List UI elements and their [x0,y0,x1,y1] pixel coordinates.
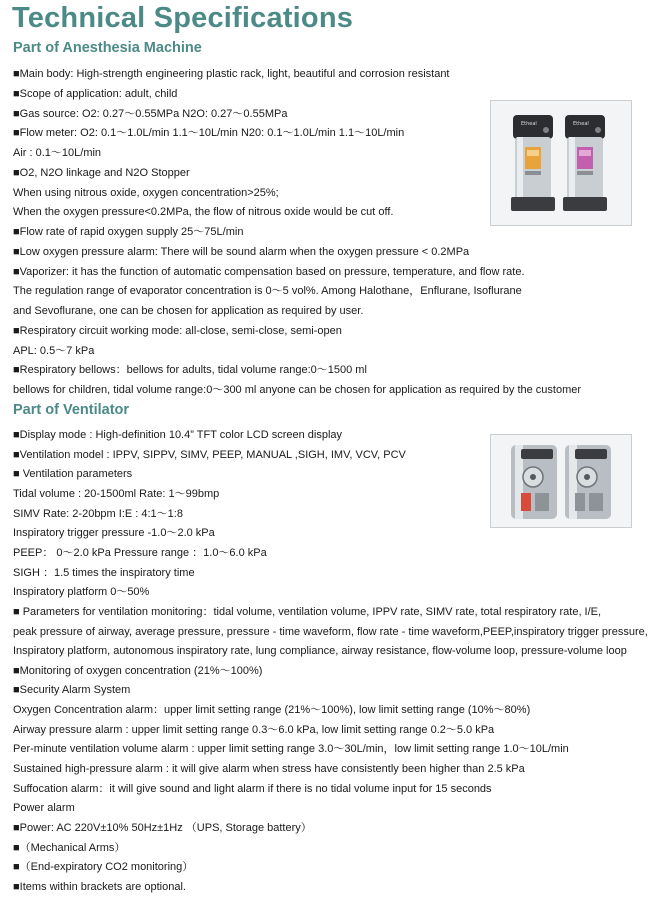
ventilator-spec-line: Sustained high-pressure alarm : it will give alarm when stress have consistently been higher than 2.5 kPa [13,763,525,776]
anesthesia-spec-line: The regulation range of evaporator concentration is 0～5 vol%. Among Halothane，Enflurane, Isoflurane [13,285,522,298]
ventilator-spec-line: ■Monitoring of oxygen concentration (21%～100%) [13,664,263,677]
page-title: Technical Specifications [12,2,354,34]
ventilator-spec-line: SIMV Rate: 2-20bpm I:E : 4:1～1:8 [13,507,183,520]
section-heading-anesthesia: Part of Anesthesia Machine [13,40,202,56]
ventilator-spec-line: PEEP： 0～2.0 kPa Pressure range ：1.0～6.0 kPa [13,546,267,559]
ventilator-spec-line: Inspiratory platform, autonomous inspiratory rate, lung compliance, airway resistance, flow-volume loop, pressure-volume loop [13,645,627,658]
ventilator-spec-line: SIGH ：1.5 times the inspiratory time [13,566,195,579]
anesthesia-spec-line: ■Respiratory circuit working mode: all-close, semi-close, semi-open [13,324,342,337]
anesthesia-spec-line: ■Respiratory bellows：bellows for adults, tidal volume range:0～1500 ml [13,364,367,377]
ventilator-spec-line: ■Display mode : High-definition 10.4” TFT color LCD screen display [13,429,343,441]
ventilator-spec-line: Inspiratory trigger pressure -1.0～2.0 kPa [13,527,215,540]
anesthesia-spec-line: When using nitrous oxide, oxygen concentration>25%; [13,186,279,199]
ventilator-spec-line: ■（End-expiratory CO2 monitoring） [13,861,194,874]
ventilator-spec-line: ■Security Alarm System [13,684,131,697]
ventilator-spec-line: Power alarm [13,802,75,815]
ventilator-spec-line: ■Ventilation model : IPPV, SIPPV, SIMV, PEEP, MANUAL ,SIGH, IMV, VCV, PCV [13,448,406,461]
ventilator-spec-line: ■Power: AC 220V±10% 50Hz±1Hz （UPS, Storage battery） [13,822,312,834]
ventilator-spec-line: Oxygen Concentration alarm：upper limit setting range (21%～100%), low limit setting range (10%～80%) [13,704,531,717]
ventilator-spec-line: ■ Ventilation parameters [13,468,133,481]
ventilator-spec-line: Inspiratory platform 0～50% [13,586,150,599]
anesthesia-spec-line: ■Main body: High-strength engineering plastic rack, light, beautiful and corrosion resistant [13,68,450,80]
anesthesia-spec-line: and Sevoflurane, one can be chosen for application as required by user. [13,305,364,317]
ventilator-spec-line: Tidal volume : 20-1500ml Rate: 1～99bmp [13,487,220,500]
ventilator-spec-line: ■ Parameters for ventilation monitoring：tidal volume, ventilation volume, IPPV rate, SIMV rate, total respiratory rate, I/E, [13,605,602,618]
anesthesia-spec-line: When the oxygen pressure<0.2MPa, the flow of nitrous oxide would be cut off. [13,206,394,219]
ventilator-units-photo [490,434,632,528]
ventilator-spec-line: Suffocation alarm：it will give sound and light alarm if there is no tidal volume input for 15 seconds [13,782,492,795]
anesthesia-spec-line: ■Scope of application: adult, child [13,87,178,100]
section-heading-ventilator: Part of Ventilator [13,402,130,418]
anesthesia-spec-line: ■O2, N2O linkage and N2O Stopper [13,166,190,179]
vaporizer-units-photo [490,100,632,226]
ventilator-spec-line: ■Items within brackets are optional. [13,880,186,893]
anesthesia-spec-line: APL: 0.5～7 kPa [13,344,95,357]
ventilator-spec-line: Airway pressure alarm : upper limit setting range 0.3～6.0 kPa, low limit setting range 0.2～5.0 kPa [13,723,495,736]
ventilator-spec-line: Per-minute ventilation volume alarm : upper limit setting range 3.0～30L/min，low limit setting range 1.0～10L/min [13,743,569,756]
anesthesia-spec-line: ■Flow meter: O2: 0.1～1.0L/min 1.1～10L/min N20: 0.1～1.0L/min 1.1～10L/min [13,127,405,140]
anesthesia-spec-line: bellows for children, tidal volume range:0～300 ml anyone can be chosen for application as required by the customer [13,384,582,396]
anesthesia-spec-line: ■Gas source: O2: 0.27～0.55MPa N2O: 0.27～0.55MPa [13,107,288,120]
anesthesia-spec-line: ■Flow rate of rapid oxygen supply 25～75L/min [13,226,244,238]
svg-text:Etheal: Etheal [573,121,589,127]
anesthesia-spec-line: ■Vaporizer: it has the function of automatic compensation based on pressure, temperature, and flow rate. [13,265,525,278]
svg-text:Etheal: Etheal [521,121,537,127]
ventilator-spec-line: peak pressure of airway, average pressure, pressure - time waveform, flow rate - time waveform,PEEP,inspiratory trigger pressure, [13,625,648,638]
ventilator-spec-line: ■（Mechanical Arms） [13,841,126,854]
anesthesia-spec-line: ■Low oxygen pressure alarm: There will be sound alarm when the oxygen pressure < 0.2MPa [13,245,470,258]
anesthesia-spec-line: Air : 0.1～10L/min [13,147,102,159]
